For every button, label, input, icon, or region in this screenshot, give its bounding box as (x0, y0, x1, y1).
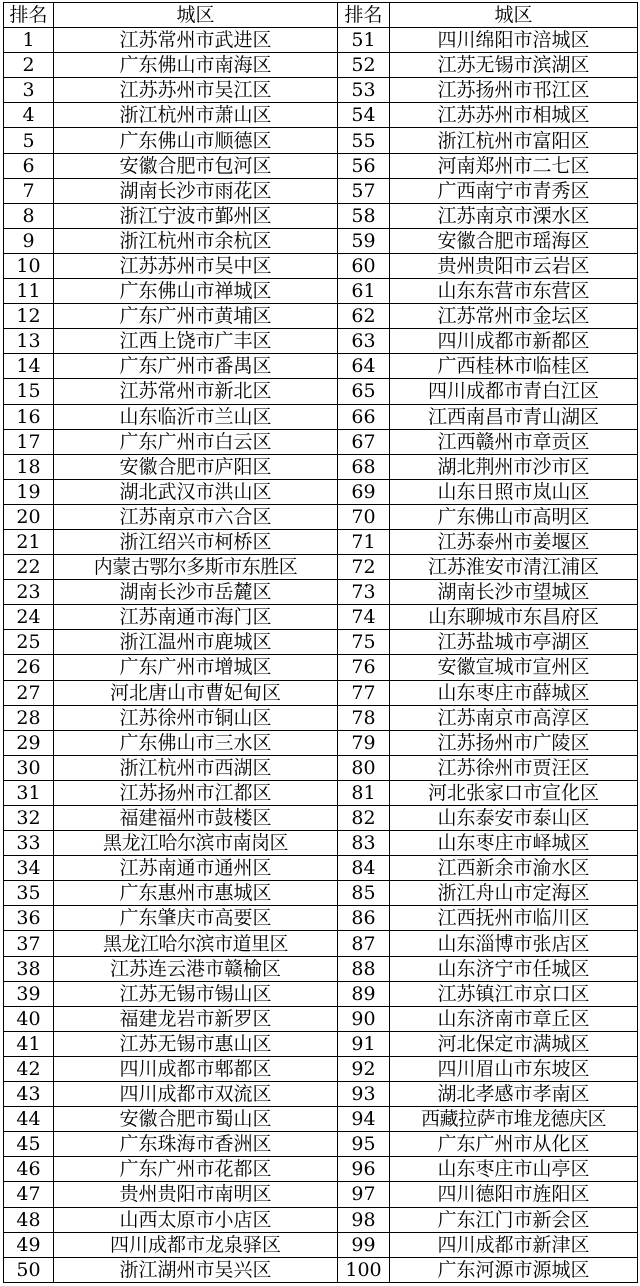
district-cell-right: 山东济南市章丘区 (390, 1006, 638, 1031)
rank-cell-left: 6 (4, 153, 54, 178)
district-cell-right: 广东河源市源城区 (390, 1257, 638, 1282)
table-row (4, 856, 638, 881)
table-row (4, 379, 638, 404)
rank-cell-right: 70 (338, 504, 390, 529)
rank-cell-right: 67 (338, 429, 390, 454)
rank-header-right: 排名 (338, 3, 390, 28)
district-cell-left: 河北唐山市曹妃甸区 (54, 680, 338, 705)
rank-cell-right: 82 (338, 806, 390, 831)
district-cell-right: 山东枣庄市薛城区 (390, 680, 638, 705)
rank-cell-left: 25 (4, 630, 54, 655)
table-header-row (4, 3, 638, 28)
rank-cell-right: 79 (338, 730, 390, 755)
table-row (4, 755, 638, 780)
table-row (4, 128, 638, 153)
district-cell-right: 广东江门市新会区 (390, 1207, 638, 1232)
rank-cell-left: 20 (4, 504, 54, 529)
table-row (4, 806, 638, 831)
table-row (4, 178, 638, 203)
district-cell-right: 江苏扬州市广陵区 (390, 730, 638, 755)
district-cell-right: 四川成都市新津区 (390, 1232, 638, 1257)
district-cell-left: 山西太原市小店区 (54, 1207, 338, 1232)
table-row (4, 354, 638, 379)
rank-cell-right: 52 (338, 53, 390, 78)
table-row (4, 705, 638, 730)
district-cell-right: 湖南长沙市望城区 (390, 580, 638, 605)
rank-cell-left: 38 (4, 956, 54, 981)
table-row (4, 304, 638, 329)
district-cell-left: 内蒙古鄂尔多斯市东胜区 (54, 555, 338, 580)
district-cell-left: 浙江湖州市吴兴区 (54, 1257, 338, 1282)
district-cell-right: 山东淄博市张店区 (390, 931, 638, 956)
district-cell-left: 贵州贵阳市南明区 (54, 1182, 338, 1207)
rank-cell-right: 95 (338, 1132, 390, 1157)
rank-cell-right: 88 (338, 956, 390, 981)
rank-cell-left: 8 (4, 203, 54, 228)
rank-cell-right: 53 (338, 78, 390, 103)
district-cell-right: 浙江杭州市富阳区 (390, 128, 638, 153)
rank-cell-right: 80 (338, 755, 390, 780)
district-cell-left: 江苏南京市六合区 (54, 504, 338, 529)
district-cell-left: 黑龙江哈尔滨市道里区 (54, 931, 338, 956)
rank-cell-left: 12 (4, 304, 54, 329)
rank-cell-left: 28 (4, 705, 54, 730)
district-cell-left: 江苏常州市武进区 (54, 28, 338, 53)
district-cell-left: 湖南长沙市岳麓区 (54, 580, 338, 605)
rank-cell-left: 48 (4, 1207, 54, 1232)
rank-cell-right: 90 (338, 1006, 390, 1031)
ranking-table (3, 2, 638, 1283)
district-cell-right: 山东枣庄市峄城区 (390, 831, 638, 856)
district-cell-right: 四川德阳市旌阳区 (390, 1182, 638, 1207)
rank-cell-left: 31 (4, 780, 54, 805)
district-cell-right: 四川成都市新都区 (390, 329, 638, 354)
table-row (4, 454, 638, 479)
district-cell-right: 西藏拉萨市堆龙德庆区 (390, 1107, 638, 1132)
district-cell-left: 浙江杭州市西湖区 (54, 755, 338, 780)
table-row (4, 429, 638, 454)
table-row (4, 605, 638, 630)
table-row (4, 329, 638, 354)
table-row (4, 730, 638, 755)
district-cell-left: 山东临沂市兰山区 (54, 404, 338, 429)
district-cell-left: 浙江宁波市鄞州区 (54, 203, 338, 228)
rank-cell-left: 1 (4, 28, 54, 53)
rank-cell-left: 11 (4, 279, 54, 304)
rank-cell-right: 51 (338, 28, 390, 53)
rank-cell-right: 93 (338, 1082, 390, 1107)
district-cell-left: 广东珠海市香洲区 (54, 1132, 338, 1157)
district-cell-right: 江苏苏州市相城区 (390, 103, 638, 128)
district-cell-left: 安徽合肥市包河区 (54, 153, 338, 178)
rank-cell-right: 60 (338, 253, 390, 278)
district-cell-left: 江苏南通市通州区 (54, 856, 338, 881)
table-row (4, 203, 638, 228)
rank-cell-left: 10 (4, 253, 54, 278)
rank-cell-left: 7 (4, 178, 54, 203)
district-cell-left: 江苏苏州市吴中区 (54, 253, 338, 278)
rank-cell-right: 58 (338, 203, 390, 228)
table-row (4, 1157, 638, 1182)
table-row (4, 1006, 638, 1031)
table-row (4, 279, 638, 304)
district-cell-left: 福建福州市鼓楼区 (54, 806, 338, 831)
rank-cell-left: 19 (4, 479, 54, 504)
table-row (4, 655, 638, 680)
rank-cell-left: 9 (4, 228, 54, 253)
table-row (4, 1031, 638, 1056)
district-cell-right: 浙江舟山市定海区 (390, 881, 638, 906)
district-cell-left: 江苏扬州市江都区 (54, 780, 338, 805)
district-cell-right: 广东广州市从化区 (390, 1132, 638, 1157)
rank-cell-left: 32 (4, 806, 54, 831)
rank-cell-left: 22 (4, 555, 54, 580)
table-row (4, 103, 638, 128)
rank-cell-right: 92 (338, 1056, 390, 1081)
rank-cell-right: 62 (338, 304, 390, 329)
rank-cell-left: 4 (4, 103, 54, 128)
district-cell-left: 江苏连云港市赣榆区 (54, 956, 338, 981)
rank-cell-right: 100 (338, 1257, 390, 1282)
district-cell-right: 江西抚州市临川区 (390, 906, 638, 931)
district-cell-left: 浙江杭州市萧山区 (54, 103, 338, 128)
district-cell-left: 广东佛山市南海区 (54, 53, 338, 78)
rank-cell-left: 26 (4, 655, 54, 680)
rank-cell-right: 61 (338, 279, 390, 304)
table-row (4, 1056, 638, 1081)
table-row (4, 906, 638, 931)
rank-cell-right: 98 (338, 1207, 390, 1232)
district-cell-right: 江苏盐城市亭湖区 (390, 630, 638, 655)
district-cell-left: 江苏无锡市惠山区 (54, 1031, 338, 1056)
rank-cell-left: 42 (4, 1056, 54, 1081)
district-cell-right: 广东佛山市高明区 (390, 504, 638, 529)
rank-cell-left: 18 (4, 454, 54, 479)
district-cell-right: 河北张家口市宣化区 (390, 780, 638, 805)
rank-cell-left: 17 (4, 429, 54, 454)
table-row (4, 28, 638, 53)
table-row (4, 630, 638, 655)
rank-cell-right: 81 (338, 780, 390, 805)
rank-cell-right: 78 (338, 705, 390, 730)
rank-cell-right: 68 (338, 454, 390, 479)
district-cell-right: 江西新余市渝水区 (390, 856, 638, 881)
table-row (4, 981, 638, 1006)
rank-cell-left: 49 (4, 1232, 54, 1257)
table-row (4, 881, 638, 906)
district-cell-right: 河南郑州市二七区 (390, 153, 638, 178)
district-cell-left: 广东广州市增城区 (54, 655, 338, 680)
district-cell-left: 黑龙江哈尔滨市南岗区 (54, 831, 338, 856)
district-cell-left: 浙江杭州市余杭区 (54, 228, 338, 253)
district-cell-left: 湖北武汉市洪山区 (54, 479, 338, 504)
district-cell-left: 江苏无锡市锡山区 (54, 981, 338, 1006)
district-cell-right: 山东日照市岚山区 (390, 479, 638, 504)
district-cell-right: 江苏南京市溧水区 (390, 203, 638, 228)
rank-cell-left: 30 (4, 755, 54, 780)
rank-cell-right: 97 (338, 1182, 390, 1207)
rank-cell-left: 46 (4, 1157, 54, 1182)
rank-header-left: 排名 (4, 3, 54, 28)
table-row (4, 1182, 638, 1207)
rank-cell-right: 89 (338, 981, 390, 1006)
rank-cell-right: 57 (338, 178, 390, 203)
table-row (4, 931, 638, 956)
district-cell-right: 江苏泰州市姜堰区 (390, 529, 638, 554)
district-cell-left: 福建龙岩市新罗区 (54, 1006, 338, 1031)
rank-cell-left: 24 (4, 605, 54, 630)
rank-cell-left: 34 (4, 856, 54, 881)
rank-cell-left: 16 (4, 404, 54, 429)
table-body (4, 28, 638, 1283)
district-cell-right: 广西桂林市临桂区 (390, 354, 638, 379)
district-cell-left: 安徽合肥市蜀山区 (54, 1107, 338, 1132)
district-cell-left: 江苏常州市新北区 (54, 379, 338, 404)
table-row (4, 479, 638, 504)
district-cell-left: 湖南长沙市雨花区 (54, 178, 338, 203)
rank-cell-left: 27 (4, 680, 54, 705)
district-cell-left: 安徽合肥市庐阳区 (54, 454, 338, 479)
table-row (4, 228, 638, 253)
district-cell-right: 山东泰安市泰山区 (390, 806, 638, 831)
district-cell-left: 广东佛山市顺德区 (54, 128, 338, 153)
rank-cell-right: 65 (338, 379, 390, 404)
rank-cell-left: 44 (4, 1107, 54, 1132)
rank-cell-right: 84 (338, 856, 390, 881)
district-cell-left: 广东广州市黄埔区 (54, 304, 338, 329)
district-cell-left: 江苏苏州市吴江区 (54, 78, 338, 103)
district-cell-left: 江苏南通市海门区 (54, 605, 338, 630)
table-row (4, 253, 638, 278)
table-row (4, 504, 638, 529)
district-cell-right: 四川眉山市东坡区 (390, 1056, 638, 1081)
district-cell-right: 河北保定市满城区 (390, 1031, 638, 1056)
rank-cell-right: 64 (338, 354, 390, 379)
rank-cell-left: 2 (4, 53, 54, 78)
district-cell-right: 江苏扬州市邗江区 (390, 78, 638, 103)
district-cell-right: 江苏徐州市贾汪区 (390, 755, 638, 780)
table-row (4, 831, 638, 856)
district-cell-right: 江西赣州市章贡区 (390, 429, 638, 454)
district-cell-left: 四川成都市龙泉驿区 (54, 1232, 338, 1257)
rank-cell-right: 66 (338, 404, 390, 429)
rank-cell-right: 74 (338, 605, 390, 630)
rank-cell-right: 59 (338, 228, 390, 253)
rank-cell-left: 33 (4, 831, 54, 856)
district-cell-right: 贵州贵阳市云岩区 (390, 253, 638, 278)
district-cell-right: 山东东营市东营区 (390, 279, 638, 304)
district-header-right: 城区 (390, 3, 638, 28)
district-cell-right: 安徽合肥市瑶海区 (390, 228, 638, 253)
district-cell-right: 四川绵阳市涪城区 (390, 28, 638, 53)
district-cell-left: 广东佛山市禅城区 (54, 279, 338, 304)
district-cell-right: 广西南宁市青秀区 (390, 178, 638, 203)
table-row (4, 153, 638, 178)
rank-cell-right: 69 (338, 479, 390, 504)
district-cell-left: 广东广州市花都区 (54, 1157, 338, 1182)
table-row (4, 956, 638, 981)
table-row (4, 529, 638, 554)
district-cell-right: 四川成都市青白江区 (390, 379, 638, 404)
district-cell-left: 江苏徐州市铜山区 (54, 705, 338, 730)
rank-cell-right: 94 (338, 1107, 390, 1132)
rank-cell-right: 76 (338, 655, 390, 680)
district-cell-left: 江西上饶市广丰区 (54, 329, 338, 354)
rank-cell-right: 77 (338, 680, 390, 705)
rank-cell-left: 40 (4, 1006, 54, 1031)
rank-cell-left: 41 (4, 1031, 54, 1056)
rank-cell-left: 23 (4, 580, 54, 605)
district-cell-left: 浙江绍兴市柯桥区 (54, 529, 338, 554)
rank-cell-left: 39 (4, 981, 54, 1006)
rank-cell-left: 37 (4, 931, 54, 956)
rank-cell-right: 86 (338, 906, 390, 931)
rank-cell-left: 47 (4, 1182, 54, 1207)
rank-cell-left: 13 (4, 329, 54, 354)
district-cell-right: 江苏淮安市清江浦区 (390, 555, 638, 580)
table-row (4, 1207, 638, 1232)
rank-cell-right: 72 (338, 555, 390, 580)
table-row (4, 1107, 638, 1132)
table-row (4, 780, 638, 805)
table-row (4, 555, 638, 580)
table-row (4, 680, 638, 705)
rank-cell-left: 15 (4, 379, 54, 404)
table-row (4, 580, 638, 605)
rank-cell-left: 29 (4, 730, 54, 755)
rank-cell-right: 96 (338, 1157, 390, 1182)
district-cell-left: 四川成都市郫都区 (54, 1056, 338, 1081)
rank-cell-left: 35 (4, 881, 54, 906)
district-cell-left: 浙江温州市鹿城区 (54, 630, 338, 655)
district-cell-left: 广东广州市白云区 (54, 429, 338, 454)
table-row (4, 1082, 638, 1107)
district-cell-right: 江苏无锡市滨湖区 (390, 53, 638, 78)
rank-cell-right: 55 (338, 128, 390, 153)
rank-cell-right: 63 (338, 329, 390, 354)
rank-cell-left: 21 (4, 529, 54, 554)
rank-cell-right: 85 (338, 881, 390, 906)
table-row (4, 1232, 638, 1257)
table-row (4, 78, 638, 103)
table-row (4, 1257, 638, 1282)
district-cell-left: 广东广州市番禺区 (54, 354, 338, 379)
rank-cell-right: 56 (338, 153, 390, 178)
rank-cell-left: 5 (4, 128, 54, 153)
table-row (4, 1132, 638, 1157)
rank-cell-right: 71 (338, 529, 390, 554)
rank-cell-left: 3 (4, 78, 54, 103)
district-cell-left: 广东惠州市惠城区 (54, 881, 338, 906)
district-cell-right: 江西南昌市青山湖区 (390, 404, 638, 429)
rank-cell-left: 14 (4, 354, 54, 379)
rank-cell-right: 73 (338, 580, 390, 605)
district-cell-right: 山东济宁市任城区 (390, 956, 638, 981)
district-cell-left: 广东肇庆市高要区 (54, 906, 338, 931)
district-cell-right: 山东枣庄市山亭区 (390, 1157, 638, 1182)
rank-cell-right: 54 (338, 103, 390, 128)
district-cell-right: 江苏常州市金坛区 (390, 304, 638, 329)
district-cell-left: 广东佛山市三水区 (54, 730, 338, 755)
district-cell-right: 湖北孝感市孝南区 (390, 1082, 638, 1107)
rank-cell-left: 36 (4, 906, 54, 931)
rank-cell-left: 45 (4, 1132, 54, 1157)
rank-cell-right: 75 (338, 630, 390, 655)
district-cell-right: 山东聊城市东昌府区 (390, 605, 638, 630)
district-cell-right: 安徽宣城市宣州区 (390, 655, 638, 680)
table-row (4, 53, 638, 78)
district-cell-right: 江苏南京市高淳区 (390, 705, 638, 730)
rank-cell-right: 99 (338, 1232, 390, 1257)
rank-cell-right: 87 (338, 931, 390, 956)
district-cell-right: 湖北荆州市沙市区 (390, 454, 638, 479)
rank-cell-right: 91 (338, 1031, 390, 1056)
rank-cell-left: 43 (4, 1082, 54, 1107)
district-cell-left: 四川成都市双流区 (54, 1082, 338, 1107)
district-header-left: 城区 (54, 3, 338, 28)
district-cell-right: 江苏镇江市京口区 (390, 981, 638, 1006)
rank-cell-left: 50 (4, 1257, 54, 1282)
rank-cell-right: 83 (338, 831, 390, 856)
table-row (4, 404, 638, 429)
